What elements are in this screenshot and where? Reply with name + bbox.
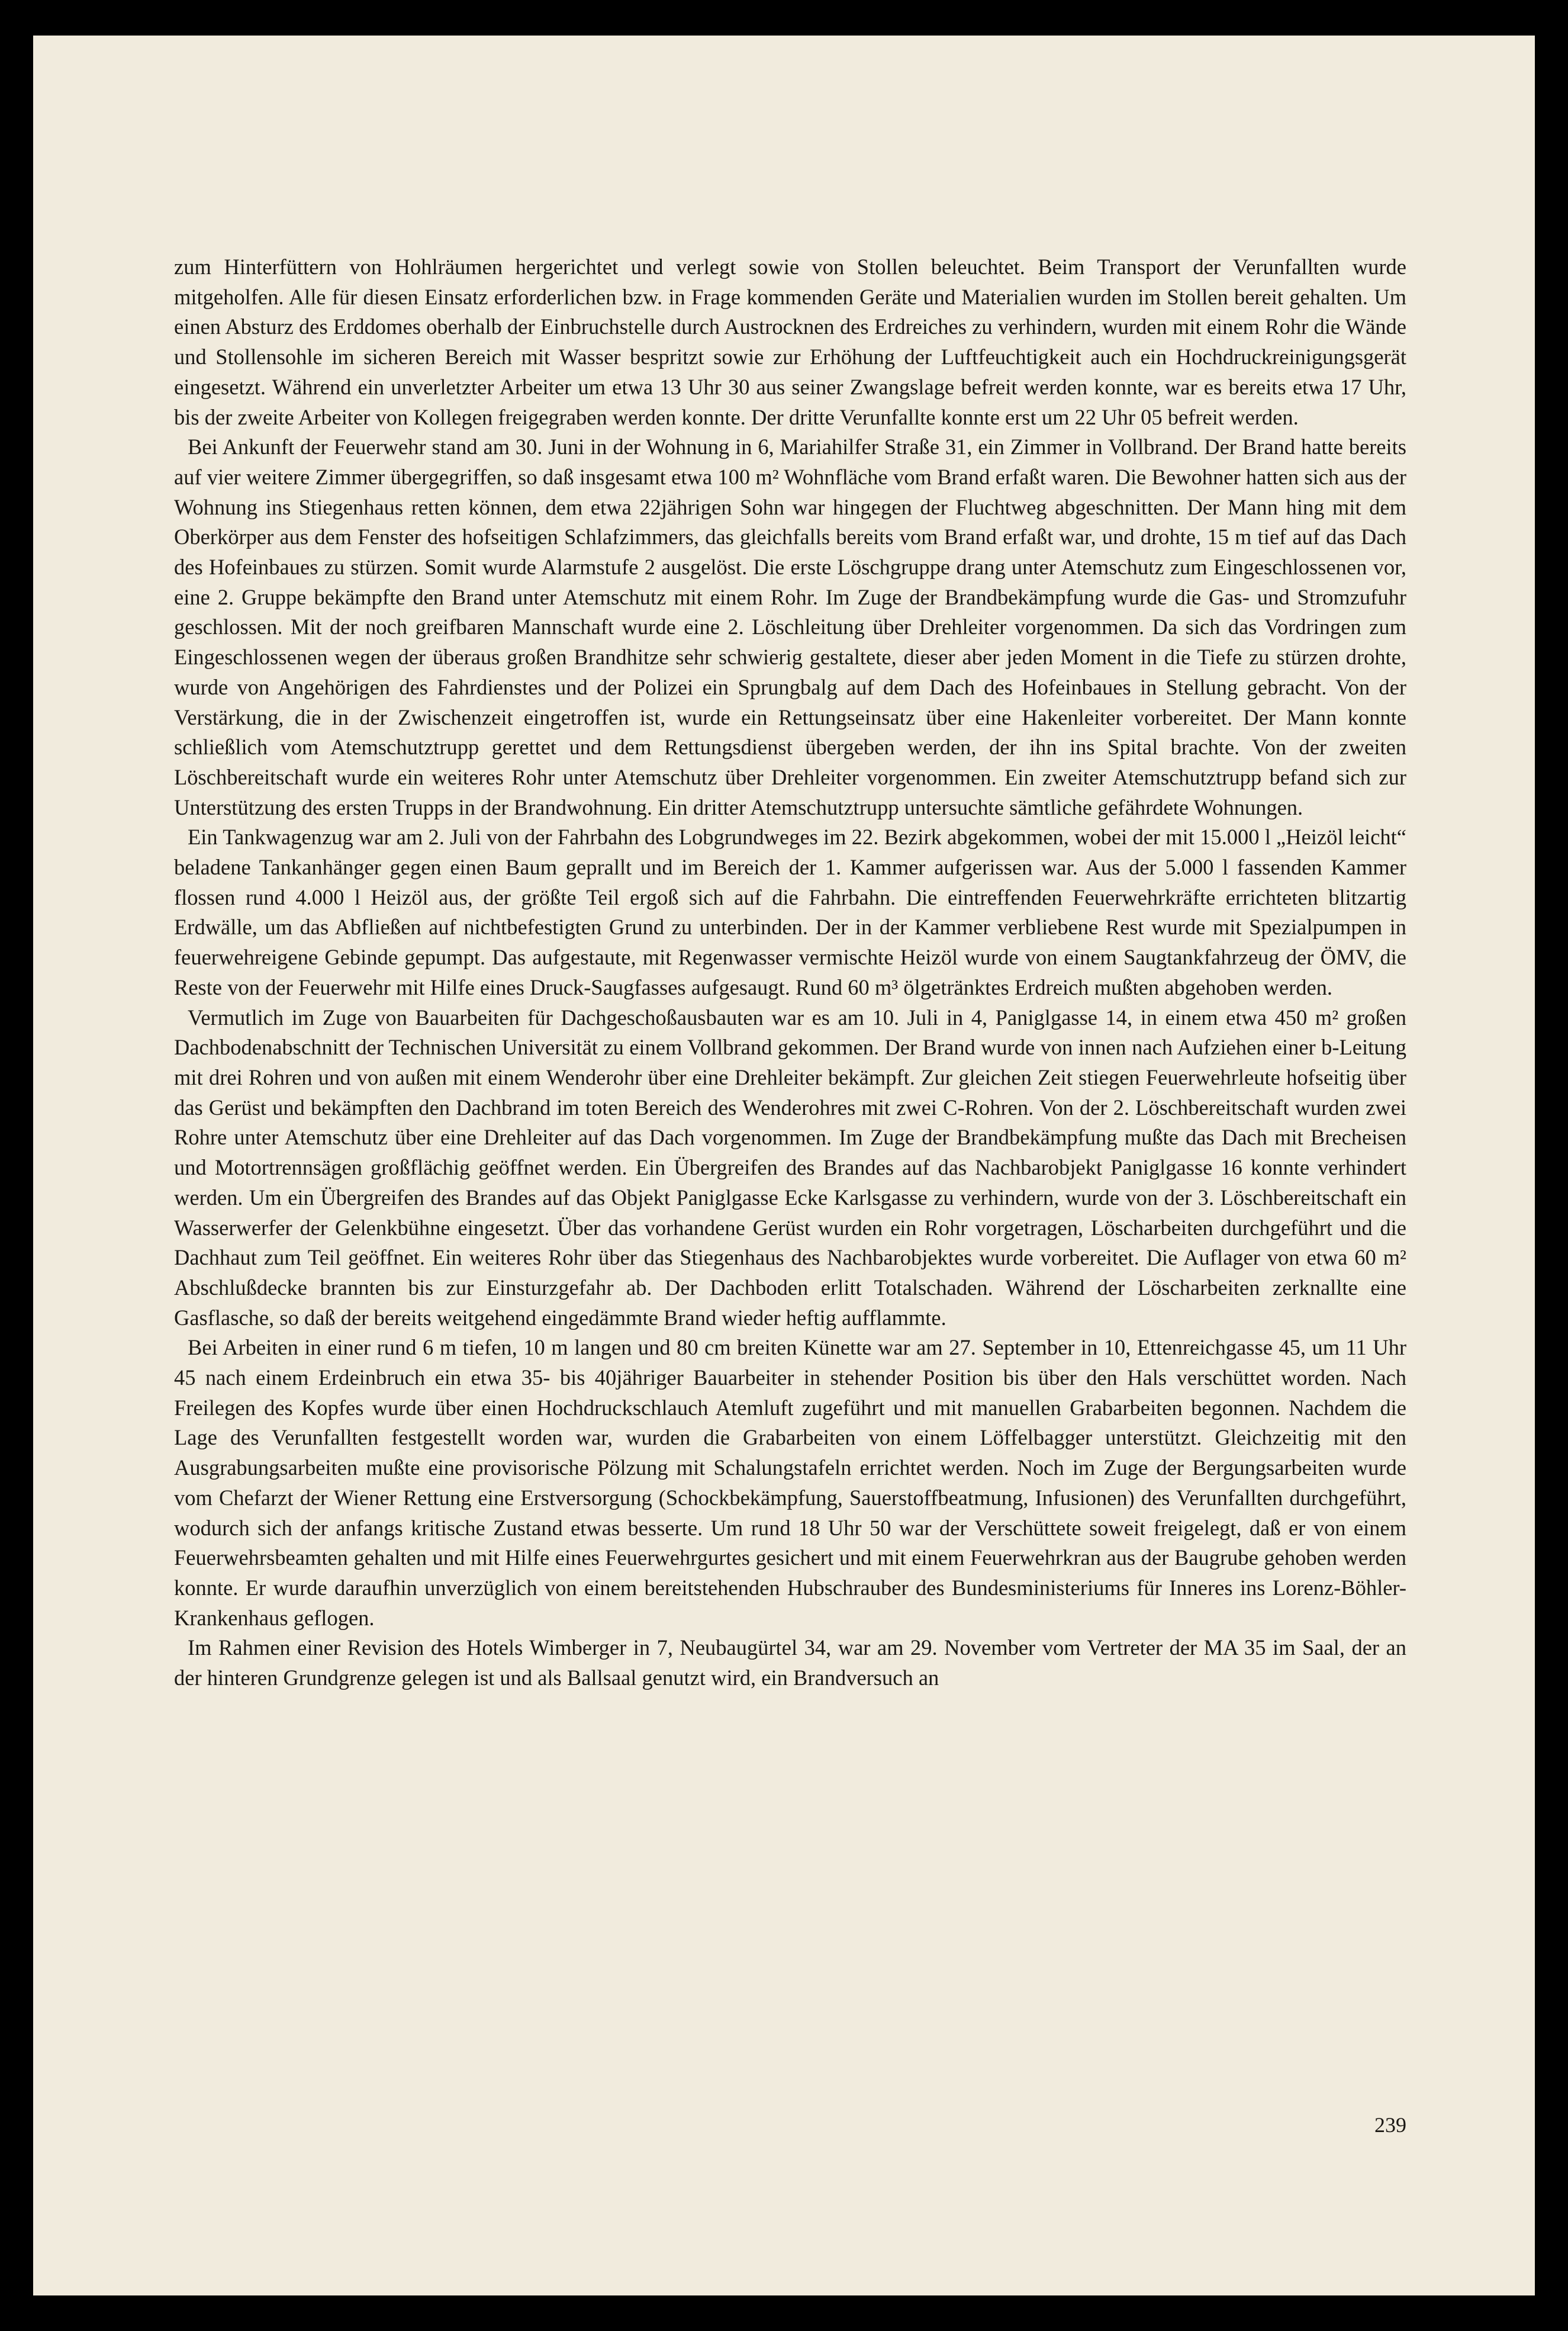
paragraph-6: Im Rahmen einer Revision des Hotels Wimberger in 7, Neubaugürtel 34, war am 29. November vom Vertreter der MA 35 im Saal, der an der hinteren Grundgrenze gelegen ist und als Ballsaal genutzt wird, ein Brandversuch an bbox=[174, 1635, 1406, 1690]
paragraph-5: Bei Arbeiten in einer rund 6 m tiefen, 10 m langen und 80 cm breiten Künette war am 27. September in 10, Ettenreichgasse 45, um 11 Uhr 45 nach einem Erdeinbruch ein etwa 35- bis 40jähriger Bauarbeiter in stehender Position bis über den Hals verschüttet worden. Nach Freilegen des Kopfes wurde über einen Hochdruckschlauch Atemluft zugeführt und mit manuellen Grabarbeiten begonnen. Nachdem die Lage des Verunfallten festgestellt worden war, wurden die Grabarbeiten von einem Löffelbagger unterstützt. Gleichzeitig mit den Ausgrabungsarbeiten mußte eine provisorische Pölzung mit Schalungstafeln errichtet werden. Noch im Zuge der Bergungsarbeiten wurde vom Chefarzt der Wiener Rettung eine Erstversorgung (Schockbekämpfung, Sauerstoffbeatmung, Infusionen) des Verunfallten durchgeführt, wodurch sich der anfangs kritische Zustand etwas besserte. Um rund 18 Uhr 50 war der Verschüttete soweit freigelegt, daß er von einem Feuerwehrsbeamten gehalten und mit Hilfe eines Feuerwehrgurtes gesichert und mit einem Feuerwehrkran aus der Baugrube gehoben werden konnte. Er wurde daraufhin unverzüglich von einem bereitstehenden Hubschrauber des Bundesministeriums für Inneres ins Lorenz-Böhler-Krankenhaus geflogen. bbox=[174, 1335, 1406, 1630]
paragraph-3: Ein Tankwagenzug war am 2. Juli von der Fahrbahn des Lobgrundweges im 22. Bezirk abgekommen, wobei der mit 15.000 l „Heizöl leicht“ beladene Tankanhänger gegen einen Baum geprallt und im Bereich der 1. Kammer aufgerissen war. Aus der 5.000 l fassenden Kammer flossen rund 4.000 l Heizöl aus, der größte Teil ergoß sich auf die Fahrbahn. Die eintreffenden Feuerwehrkräfte errichteten blitzartig Erdwälle, um das Abfließen auf nichtbefestigten Grund zu unterbinden. Der in der Kammer verbliebene Rest wurde mit Spezialpumpen in feuerwehreigene Gebinde gepumpt. Das aufgestaute, mit Regenwasser vermischte Heizöl wurde von einem Saugtankfahrzeug der ÖMV, die Reste von der Feuerwehr mit Hilfe eines Druck-Saugfasses aufgesaugt. Rund 60 m³ ölgetränktes Erdreich mußten abgehoben werden. bbox=[174, 825, 1406, 999]
paragraph-4: Vermutlich im Zuge von Bauarbeiten für Dachgeschoßausbauten war es am 10. Juli in 4, Paniglgasse 14, in einem etwa 450 m² großen Dachbodenabschnitt der Technischen Universität zu einem Vollbrand gekommen. Der Brand wurde von innen nach Aufziehen einer b-Leitung mit drei Rohren und von außen mit einem Wenderohr über eine Drehleiter bekämpft. Zur gleichen Zeit stiegen Feuerwehrleute hofseitig über das Gerüst und bekämpften den Dachbrand im toten Bereich des Wenderohres mit zwei C-Rohren. Von der 2. Löschbereitschaft wurden zwei Rohre unter Atemschutz über eine Drehleiter auf das Dach vorgenommen. Im Zuge der Brandbekämpfung mußte das Dach mit Brecheisen und Motortrennsägen großflächig geöffnet werden. Ein Übergreifen des Brandes auf das Nachbarobjekt Paniglgasse 16 konnte verhindert werden. Um ein Übergreifen des Brandes auf das Objekt Paniglgasse Ecke Karlsgasse zu verhindern, wurde von der 3. Löschbereitschaft ein Wasserwerfer der Gelenkbühne eingesetzt. Über das vorhandene Gerüst wurden ein Rohr vorgetragen, Löscharbeiten durchgeführt und die Dachhaut zum Teil geöffnet. Ein weiteres Rohr über das Stiegenhaus des Nachbarobjektes wurde vorbereitet. Die Auflager von etwa 60 m² Abschlußdecke brannten bis zur Einsturzgefahr ab. Der Dachboden erlitt Totalschaden. Während der Löscharbeiten zerknallte eine Gasflasche, so daß der bereits weitgehend eingedämmte Brand wieder heftig aufflammte. bbox=[174, 1005, 1406, 1330]
page-number: 239 bbox=[1374, 2113, 1406, 2137]
document-page bbox=[33, 36, 1535, 2295]
paragraph-1: zum Hinterfüttern von Hohlräumen hergerichtet und verlegt sowie von Stollen beleuchtet. Beim Transport der Verunfallten wurde mitgeholfen. Alle für diesen Einsatz erforderlichen bzw. in Frage kommenden Geräte und Materialien wurden im Stollen bereit gehalten. Um einen Absturz des Erddomes oberhalb der Einbruchstelle durch Austrocknen des Erdreiches zu verhindern, wurden mit einem Rohr die Wände und Stollensohle im sicheren Bereich mit Wasser bespritzt sowie zur Erhöhung der Luftfeuchtigkeit auch ein Hochdruckreinigungsgerät eingesetzt. Während ein unverletzter Arbeiter um etwa 13 Uhr 30 aus seiner Zwangslage befreit werden konnte, war es bereits etwa 17 Uhr, bis der zweite Arbeiter von Kollegen freigegraben werden konnte. Der dritte Verunfallte konnte erst um 22 Uhr 05 befreit werden. bbox=[174, 255, 1406, 429]
body-text bbox=[174, 252, 1406, 1693]
paragraph-2: Bei Ankunft der Feuerwehr stand am 30. Juni in der Wohnung in 6, Mariahilfer Straße 31, ein Zimmer in Vollbrand. Der Brand hatte bereits auf vier weitere Zimmer übergegriffen, so daß insgesamt etwa 100 m² Wohnfläche vom Brand erfaßt waren. Die Bewohner hatten sich aus der Wohnung ins Stiegenhaus retten können, dem etwa 22jährigen Sohn war hingegen der Fluchtweg abgeschnitten. Der Mann hing mit dem Oberkörper aus dem Fenster des hofseitigen Schlafzimmers, das gleichfalls bereits vom Brand erfaßt war, und drohte, 15 m tief auf das Dach des Hofeinbaues zu stürzen. Somit wurde Alarmstufe 2 ausgelöst. Die erste Löschgruppe drang unter Atemschutz zum Eingeschlossenen vor, eine 2. Gruppe bekämpfte den Brand unter Atemschutz mit einem Rohr. Im Zuge der Brandbekämpfung wurde die Gas- und Stromzufuhr geschlossen. Mit der noch greifbaren Mannschaft wurde eine 2. Löschleitung über Drehleiter vorgenommen. Da sich das Vordringen zum Eingeschlossenen wegen der überaus großen Brandhitze sehr schwierig gestaltete, dieser aber jeden Moment in die Tiefe zu stürzen drohte, wurde von Angehörigen des Fahrdienstes und der Polizei ein Sprungbalg auf dem Dach des Hofeinbaues in Stellung gebracht. Von der Verstärkung, die in der Zwischenzeit eingetroffen ist, wurde ein Rettungseinsatz über eine Hakenleiter vorbereitet. Der Mann konnte schließlich vom Atemschutztrupp gerettet und dem Rettungsdienst übergeben werden, der ihn ins Spital brachte. Von der zweiten Löschbereitschaft wurde ein weiteres Rohr unter Atemschutz über Drehleiter vorgenommen. Ein zweiter Atemschutztrupp befand sich zur Unterstützung des ersten Trupps in der Brandwohnung. Ein dritter Atemschutztrupp untersuchte sämtliche gefährdete Wohnungen. bbox=[174, 435, 1406, 819]
